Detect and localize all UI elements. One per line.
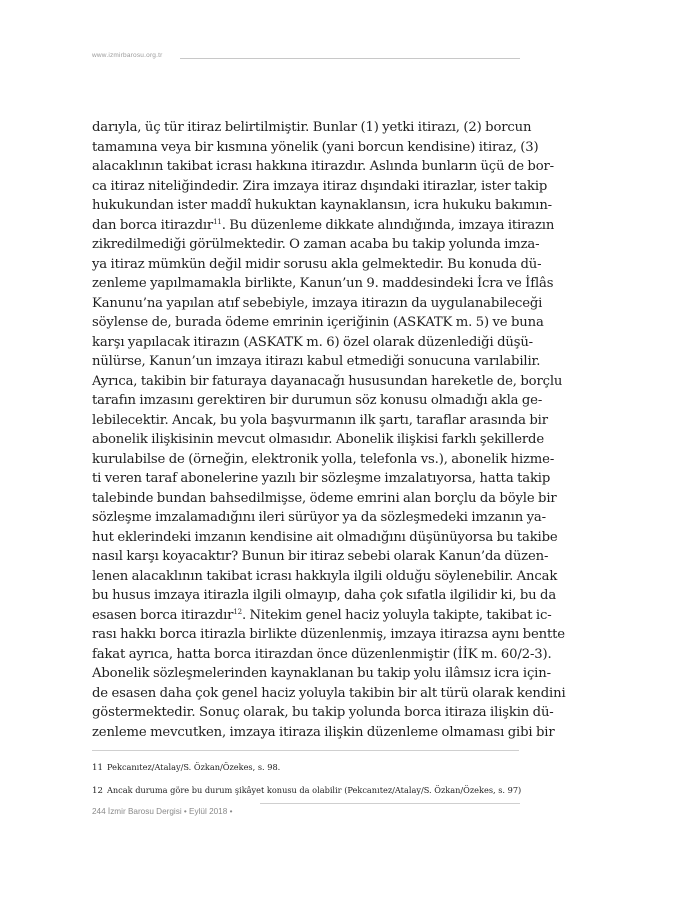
body-line: sözleşme imzalamadığını ileri sürüyor ya da sözleşmedeki imzanın ya- bbox=[92, 510, 546, 525]
body-line: alacaklının takibat icrası hakkına itirazdır. Aslında bunların üçü de bor- bbox=[92, 159, 554, 174]
body-line: hukukundan ister maddî hukuktan kaynaklansın, icra hukuku bakımın- bbox=[92, 198, 552, 213]
body-line-footnote-12 bbox=[92, 606, 552, 626]
body-line: zikredilmediği görülmektedir. O zaman acaba bu takip yolunda imza- bbox=[92, 237, 540, 252]
body-line: nülürse, Kanun’un imzaya itirazı kabul etmediği sonucuna varılabilir. bbox=[92, 354, 541, 369]
body-line: kurulabilse de (örneğin, elektronik yolla, telefonla vs.), abonelik hizme- bbox=[92, 451, 555, 467]
body-line: nasıl karşı koyacaktır? Bunun bir itiraz sebebi olarak Kanun’da düzen- bbox=[92, 549, 549, 564]
footer-rule bbox=[260, 803, 520, 804]
body-line: ti veren taraf abonelerine yazılı bir sözleşme imzalatıyorsa, hatta takip bbox=[92, 471, 551, 486]
body-line: lebilecektir. Ancak, bu yola başvurmanın ilk şartı, taraflar arasında bir bbox=[92, 412, 548, 428]
footnote-ref-11: 11 bbox=[213, 217, 222, 226]
body-text-fragment: esasen borca itirazdır bbox=[92, 607, 234, 623]
body-line: tarafın imzasını gerektiren bir durumun söz konusu olmadığı akla ge- bbox=[92, 393, 543, 408]
footnote-11 bbox=[92, 762, 519, 774]
body-line: darıyla, üç tür itiraz belirtilmiştir. Bunlar (1) yetki itirazı, (2) borcun bbox=[92, 120, 532, 135]
body-line: abonelik ilişkisinin mevcut olmasıdır. Abonelik ilişkisi farklı şekillerde bbox=[92, 432, 544, 447]
body-line: ya itiraz mümkün değil midir sorusu akla gelmektedir. Bu konuda dü- bbox=[92, 256, 542, 272]
footnote-text: Pekcanıtez/Atalay/S. Özkan/Özekes, s. 98. bbox=[107, 762, 281, 772]
body-line: hut eklerindeki imzanın kendisine ait olmadığını düşünüyorsa bu takibe bbox=[92, 529, 558, 545]
body-line: karşı yapılacak itirazın (ASKATK m. 6) özel olarak düzenlediği düşü- bbox=[92, 334, 533, 350]
body-line: fakat ayrıca, hatta borca itirazdan önce düzenlenmiştir (İİK m. 60/2-3). bbox=[92, 646, 552, 662]
footnote-separator bbox=[92, 750, 519, 751]
footnote-text: Ancak duruma göre bu durum şikâyet konusu da olabilir (Pekcanıtez/Atalay/S. Özkan/Özekes, s. 97) bbox=[107, 785, 522, 795]
body-text-fragment: . Nitekim genel haciz yoluyla takipte, takibat ic- bbox=[241, 607, 552, 623]
body-text bbox=[92, 118, 566, 742]
header-rule bbox=[180, 58, 520, 59]
body-line: Kanunu’na yapılan atıf sebebiyle, imzaya itirazın da uygulanabileceği bbox=[92, 295, 543, 311]
body-line: bu husus imzaya itirazla ilgili olmayıp, daha çok sıfatla ilgilidir ki, bu da bbox=[92, 588, 557, 603]
body-line-footnote-11 bbox=[92, 216, 555, 236]
body-line: Ayrıca, takibin bir faturaya dayanacağı hususundan hareketle de, borçlu bbox=[92, 373, 563, 389]
body-line: de esasen daha çok genel haciz yoluyla takibin bir alt türü olarak kendini bbox=[92, 685, 566, 701]
body-text-fragment: . Bu düzenleme dikkate alındığında, imzaya itirazın bbox=[221, 217, 555, 233]
body-text-fragment: dan borca itirazdır bbox=[92, 217, 214, 233]
body-line: talebinde bundan bahsedilmişse, ödeme emrini alan borçlu da böyle bir bbox=[92, 490, 557, 506]
body-line: lenen alacaklının takibat icrası hakkıyla ilgili olduğu söylenebilir. Ancak bbox=[92, 568, 558, 584]
footnote-number: 12 bbox=[92, 786, 103, 796]
body-line: ca itiraz niteliğindedir. Zira imzaya itiraz dışındaki itirazlar, ister takip bbox=[92, 178, 548, 194]
body-line: zenleme yapılmamakla birlikte, Kanun’un 9. maddesindeki İcra ve İflâs bbox=[92, 276, 554, 291]
footnote-number: 11 bbox=[92, 763, 103, 773]
footnote-12 bbox=[92, 785, 522, 797]
body-line: zenleme mevcutken, imzaya itiraza ilişkin düzenleme olmaması gibi bir bbox=[92, 724, 555, 740]
header-url: www.izmirbarosu.org.tr bbox=[92, 52, 163, 59]
page-footer: 244 İzmir Barosu Dergisi • Eylül 2018 • bbox=[92, 807, 233, 816]
footnote-ref-12: 12 bbox=[233, 607, 242, 616]
body-line: Abonelik sözleşmelerinden kaynaklanan bu takip yolu ilâmsız icra için- bbox=[92, 666, 551, 681]
body-line: tamamına veya bir kısmına yönelik (yani borcun kendisine) itiraz, (3) bbox=[92, 139, 539, 155]
body-line: rası hakkı borca itirazla birlikte düzenlenmiş, imzaya itirazsa aynı bentte bbox=[92, 627, 565, 642]
body-line: göstermektedir. Sonuç olarak, bu takip yolunda borca itiraza ilişkin dü- bbox=[92, 705, 554, 720]
body-line: söylense de, burada ödeme emrinin içeriğinin (ASKATK m. 5) ve buna bbox=[92, 315, 544, 330]
